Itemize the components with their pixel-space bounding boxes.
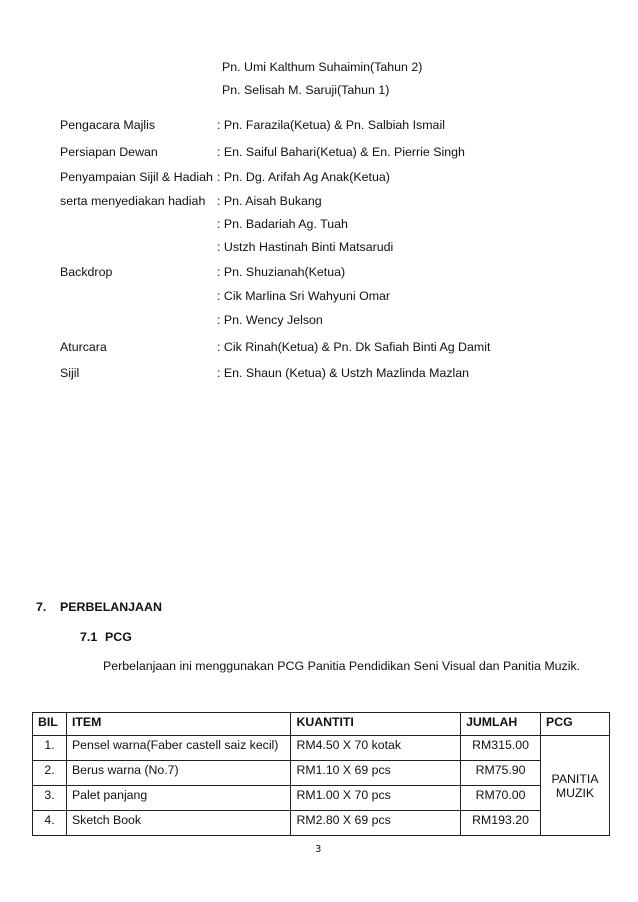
cell-jumlah: RM315.00 — [461, 736, 541, 761]
continuation-line-2: Pn. Selisah M. Saruji(Tahun 1) — [222, 83, 390, 97]
table-row — [33, 811, 610, 836]
committee-role-persiapan: Persiapan Dewan — [60, 145, 158, 159]
cell-jumlah: RM193.20 — [461, 811, 541, 836]
committee-role-sijil: Sijil — [60, 366, 80, 380]
header-kuantiti: KUANTITI — [291, 713, 461, 736]
committee-member-penyampaian-1: : Pn. Dg. Arifah Ag Anak(Ketua) — [217, 170, 390, 184]
cell-pcg — [541, 736, 610, 836]
committee-member-backdrop-2: : Cik Marlina Sri Wahyuni Omar — [217, 289, 391, 303]
cell-bil: 1. — [33, 736, 67, 761]
committee-members-persiapan: : En. Saiful Bahari(Ketua) & En. Pierrie Singh — [217, 145, 465, 159]
cell-item: Berus warna (No.7) — [66, 761, 290, 786]
committee-role-penyampaian-2: serta menyediakan hadiah — [60, 194, 206, 208]
cell-bil: 4. — [33, 811, 67, 836]
subsection-title: PCG — [105, 630, 132, 644]
committee-member-penyampaian-2: : Pn. Aisah Bukang — [217, 194, 322, 208]
cell-item: Pensel warna(Faber castell saiz kecil) — [66, 736, 290, 761]
cell-item: Palet panjang — [66, 786, 290, 811]
committee-role-backdrop: Backdrop — [60, 265, 113, 279]
cell-jumlah: RM70.00 — [461, 786, 541, 811]
committee-role-aturcara: Aturcara — [60, 340, 107, 354]
section-title: PERBELANJAAN — [60, 600, 162, 614]
header-item: ITEM — [66, 713, 290, 736]
paragraph: Perbelanjaan ini menggunakan PCG Panitia Pendidikan Seni Visual dan Panitia Muzik. — [103, 659, 581, 673]
committee-member-backdrop-1: : Pn. Shuzianah(Ketua) — [217, 265, 346, 279]
cell-kuantiti: RM2.80 X 69 pcs — [291, 811, 461, 836]
cell-jumlah: RM75.90 — [461, 761, 541, 786]
committee-members-aturcara: : Cik Rinah(Ketua) & Pn. Dk Safiah Binti Ag Damit — [217, 340, 491, 354]
table-row — [33, 736, 610, 761]
pcg-line-1: PANITIA — [551, 771, 599, 786]
table-header-row — [33, 713, 610, 736]
committee-member-penyampaian-4: : Ustzh Hastinah Binti Matsarudi — [217, 240, 394, 254]
header-jumlah: JUMLAH — [461, 713, 541, 736]
cell-item: Sketch Book — [66, 811, 290, 836]
committee-role-penyampaian: Penyampaian Sijil & Hadiah — [60, 170, 213, 184]
header-pcg: PCG — [541, 713, 610, 736]
cell-kuantiti: RM1.10 X 69 pcs — [291, 761, 461, 786]
committee-member-penyampaian-3: : Pn. Badariah Ag. Tuah — [217, 217, 348, 231]
committee-members-sijil: : En. Shaun (Ketua) & Ustzh Mazlinda Mazlan — [217, 366, 470, 380]
subsection-number: 7.1 — [80, 630, 98, 644]
continuation-line-1: Pn. Umi Kalthum Suhaimin(Tahun 2) — [222, 60, 423, 74]
pcg-line-2: MUZIK — [555, 785, 595, 800]
committee-members-pengacara: : Pn. Farazila(Ketua) & Pn. Salbiah Ismail — [217, 118, 445, 132]
section-number: 7. — [36, 600, 47, 614]
committee-member-backdrop-3: : Pn. Wency Jelson — [217, 313, 323, 327]
table-row — [33, 761, 610, 786]
cell-bil: 2. — [33, 761, 67, 786]
page-number: 3 — [315, 844, 322, 855]
cell-bil: 3. — [33, 786, 67, 811]
committee-role-pengacara: Pengacara Majlis — [60, 118, 156, 132]
cell-kuantiti: RM1.00 X 70 pcs — [291, 786, 461, 811]
header-bil: BIL — [33, 713, 67, 736]
expense-table — [32, 712, 610, 836]
table-row — [33, 786, 610, 811]
cell-kuantiti: RM4.50 X 70 kotak — [291, 736, 461, 761]
